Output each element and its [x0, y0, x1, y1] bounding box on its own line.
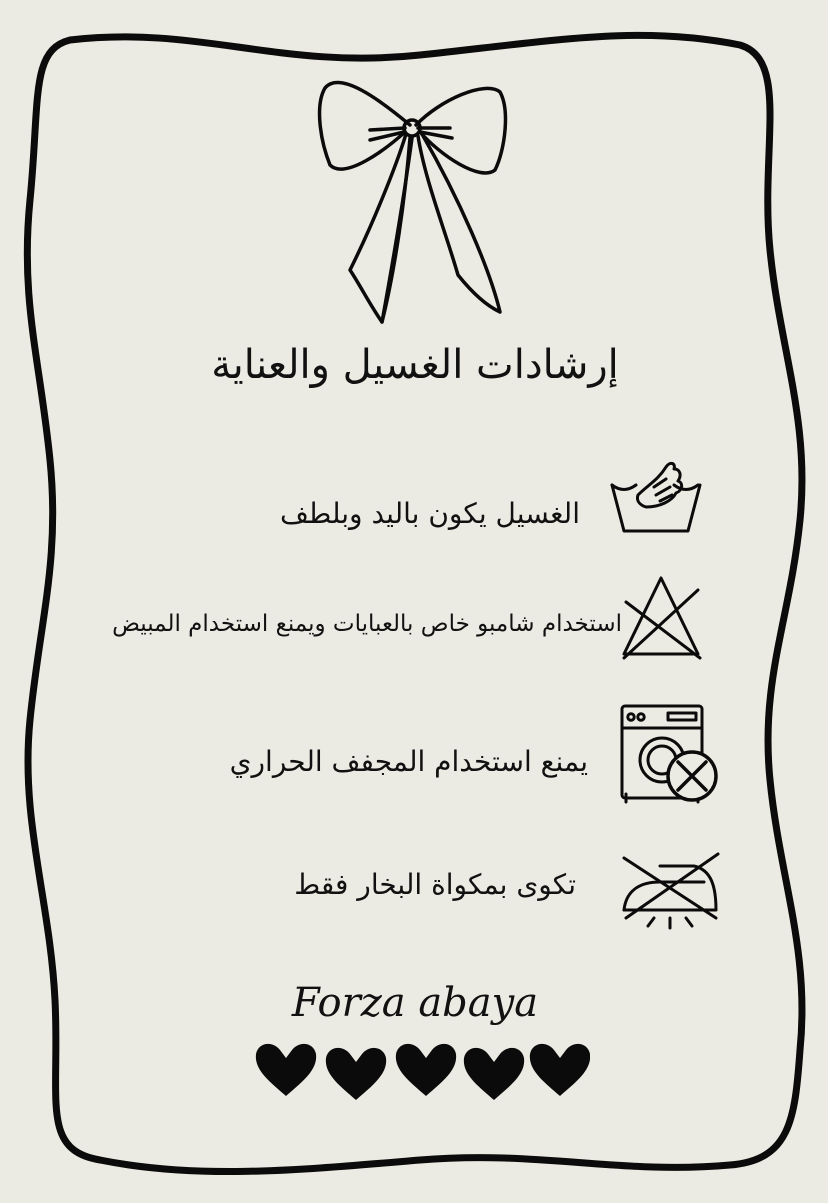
- steam-iron-only-icon: [620, 848, 724, 932]
- instruction-text-steam-iron: تكوى بمكواة البخار فقط: [294, 868, 576, 901]
- brand-name: Forza abaya: [291, 980, 539, 1026]
- heart-icon: [464, 1048, 524, 1100]
- bow-icon: [300, 70, 520, 330]
- hearts-decoration: [250, 1040, 590, 1100]
- heart-icon: [396, 1044, 456, 1096]
- instruction-text-no-bleach: استخدام شامبو خاص بالعبايات ويمنع استخدام المبيض: [112, 611, 622, 637]
- heart-icon: [530, 1044, 590, 1096]
- no-tumble-dry-icon: [618, 702, 724, 806]
- heart-icon: [256, 1044, 316, 1096]
- hand-wash-icon: [608, 455, 703, 535]
- instruction-text-no-dryer: يمنع استخدام المجفف الحراري: [229, 745, 588, 778]
- page-title: إرشادات الغسيل والعناية: [211, 342, 619, 388]
- instruction-text-hand-wash: الغسيل يكون باليد وبلطف: [280, 497, 580, 530]
- heart-icon: [326, 1048, 386, 1100]
- no-bleach-icon: [618, 572, 704, 662]
